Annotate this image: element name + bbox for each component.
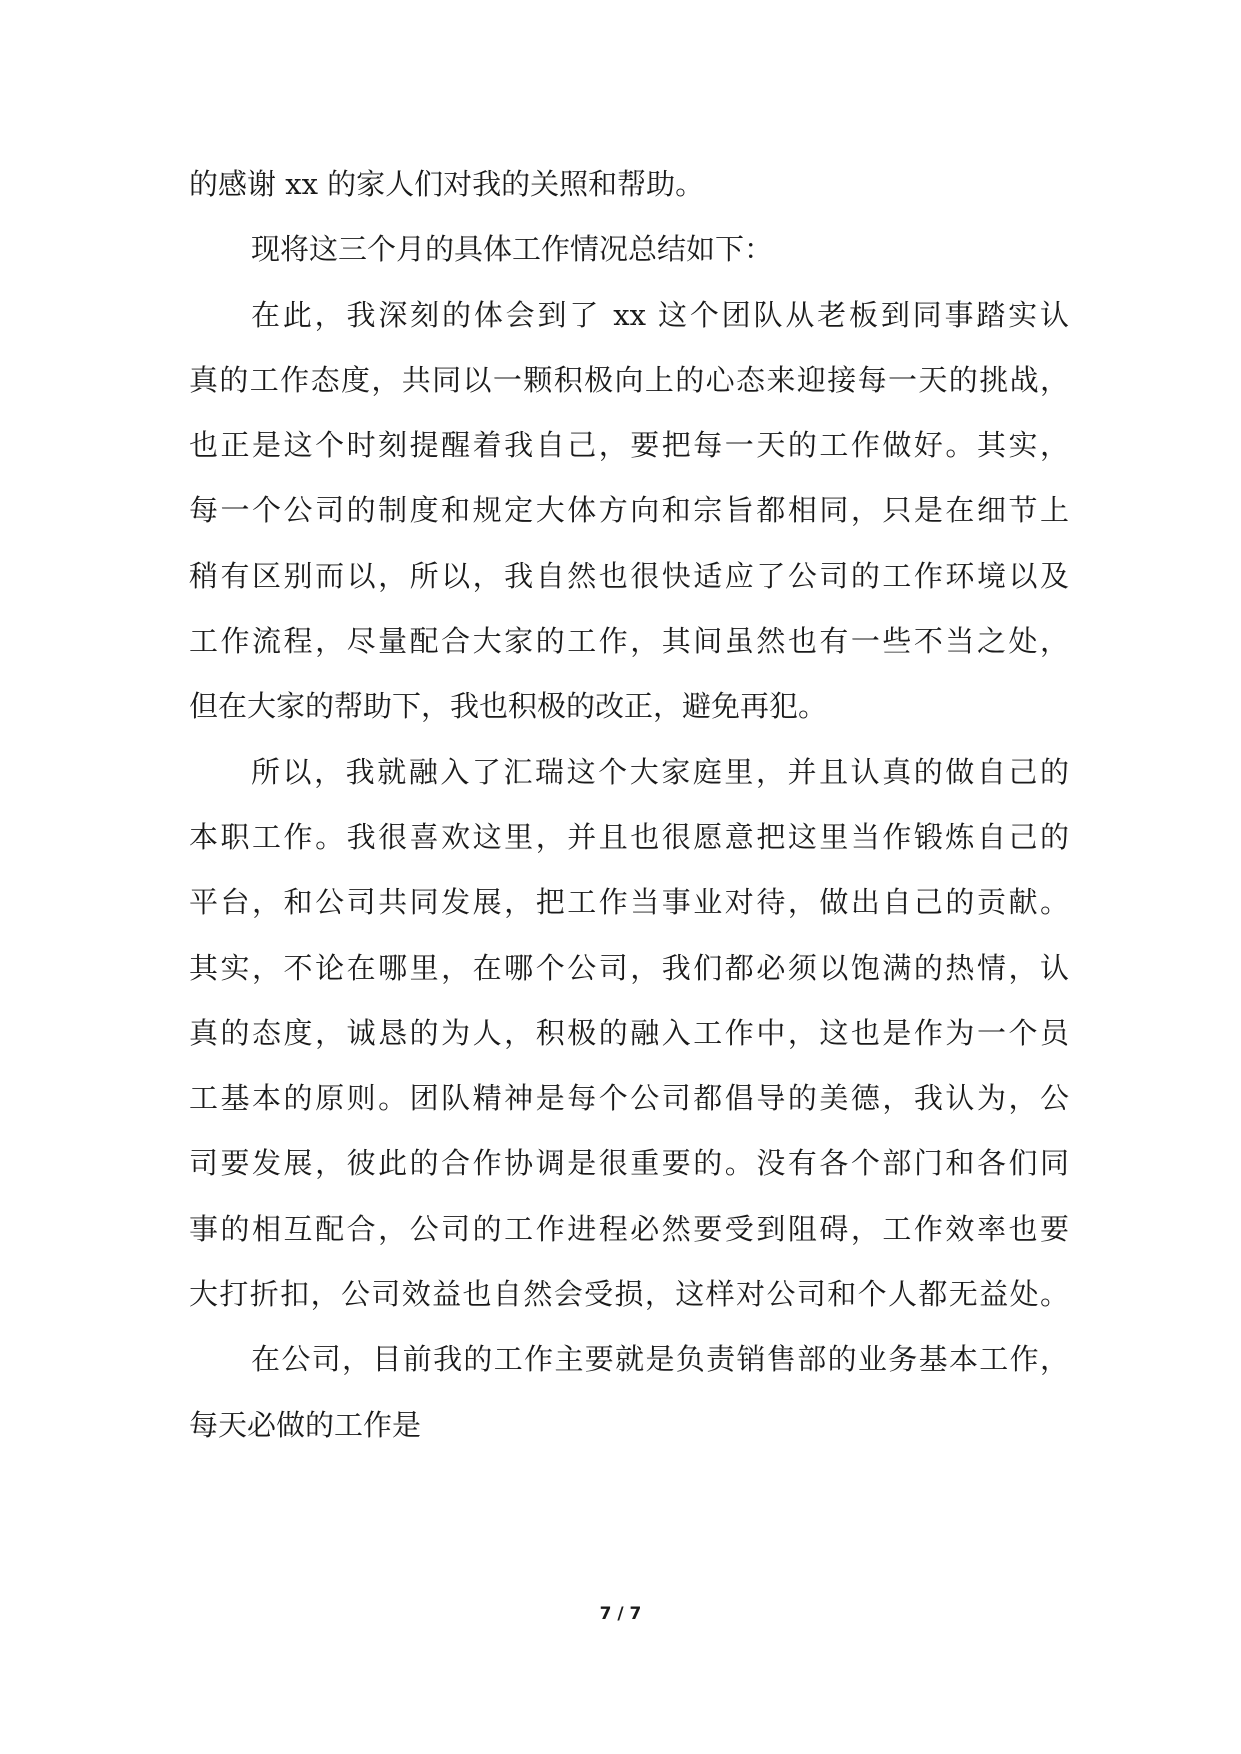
text-line: 工基本的原则。团队精神是每个公司都倡导的美德，我认为，公 (189, 1081, 1069, 1116)
text-line: 也正是这个时刻提醒着我自己，要把每一天的工作做好。其实， (189, 428, 1069, 463)
text-line: 大打折扣，公司效益也自然会受损，这样对公司和个人都无益处。 (189, 1277, 1069, 1312)
text-line: 现将这三个月的具体工作情况总结如下： (251, 232, 774, 267)
text-line: 每天必做的工作是 (189, 1407, 422, 1442)
text-line: 真的态度，诚恳的为人，积极的融入工作中，这也是作为一个员 (189, 1015, 1069, 1050)
text-line: 的感谢 xx 的家人们对我的关照和帮助。 (189, 167, 705, 201)
text-line: 所以，我就融入了汇瑞这个大家庭里，并且认真的做自己的 (251, 754, 1069, 789)
text-line: 本职工作。我很喜欢这里，并且也很愿意把这里当作锻炼自己的 (189, 819, 1069, 854)
body-text (189, 152, 1069, 1458)
text-line: 稍有区别而以，所以，我自然也很快适应了公司的工作环境以及 (189, 558, 1069, 593)
text-line: 但在大家的帮助下，我也积极的改正，避免再犯。 (189, 689, 828, 724)
text-line: 平台，和公司共同发展，把工作当事业对待，做出自己的贡献。 (189, 885, 1069, 920)
text-line: 每一个公司的制度和规定大体方向和宗旨都相同，只是在细节上 (189, 493, 1069, 528)
text-line: 在公司，目前我的工作主要就是负责销售部的业务基本工作， (251, 1342, 1069, 1377)
text-line: 事的相互配合，公司的工作进程必然要受到阻碍，工作效率也要 (189, 1211, 1069, 1246)
text-line: 其实，不论在哪里，在哪个公司，我们都必须以饱满的热情，认 (189, 950, 1069, 985)
text-line: 真的工作态度，共同以一颗积极向上的心态来迎接每一天的挑战， (189, 362, 1069, 397)
text-line: 在此，我深刻的体会到了 xx 这个团队从老板到同事踏实认 (251, 297, 1069, 332)
page-number: 7 / 7 (599, 1604, 642, 1624)
text-line: 司要发展，彼此的合作协调是很重要的。没有各个部门和各们同 (189, 1146, 1069, 1181)
text-line: 工作流程，尽量配合大家的工作，其间虽然也有一些不当之处， (189, 624, 1069, 659)
